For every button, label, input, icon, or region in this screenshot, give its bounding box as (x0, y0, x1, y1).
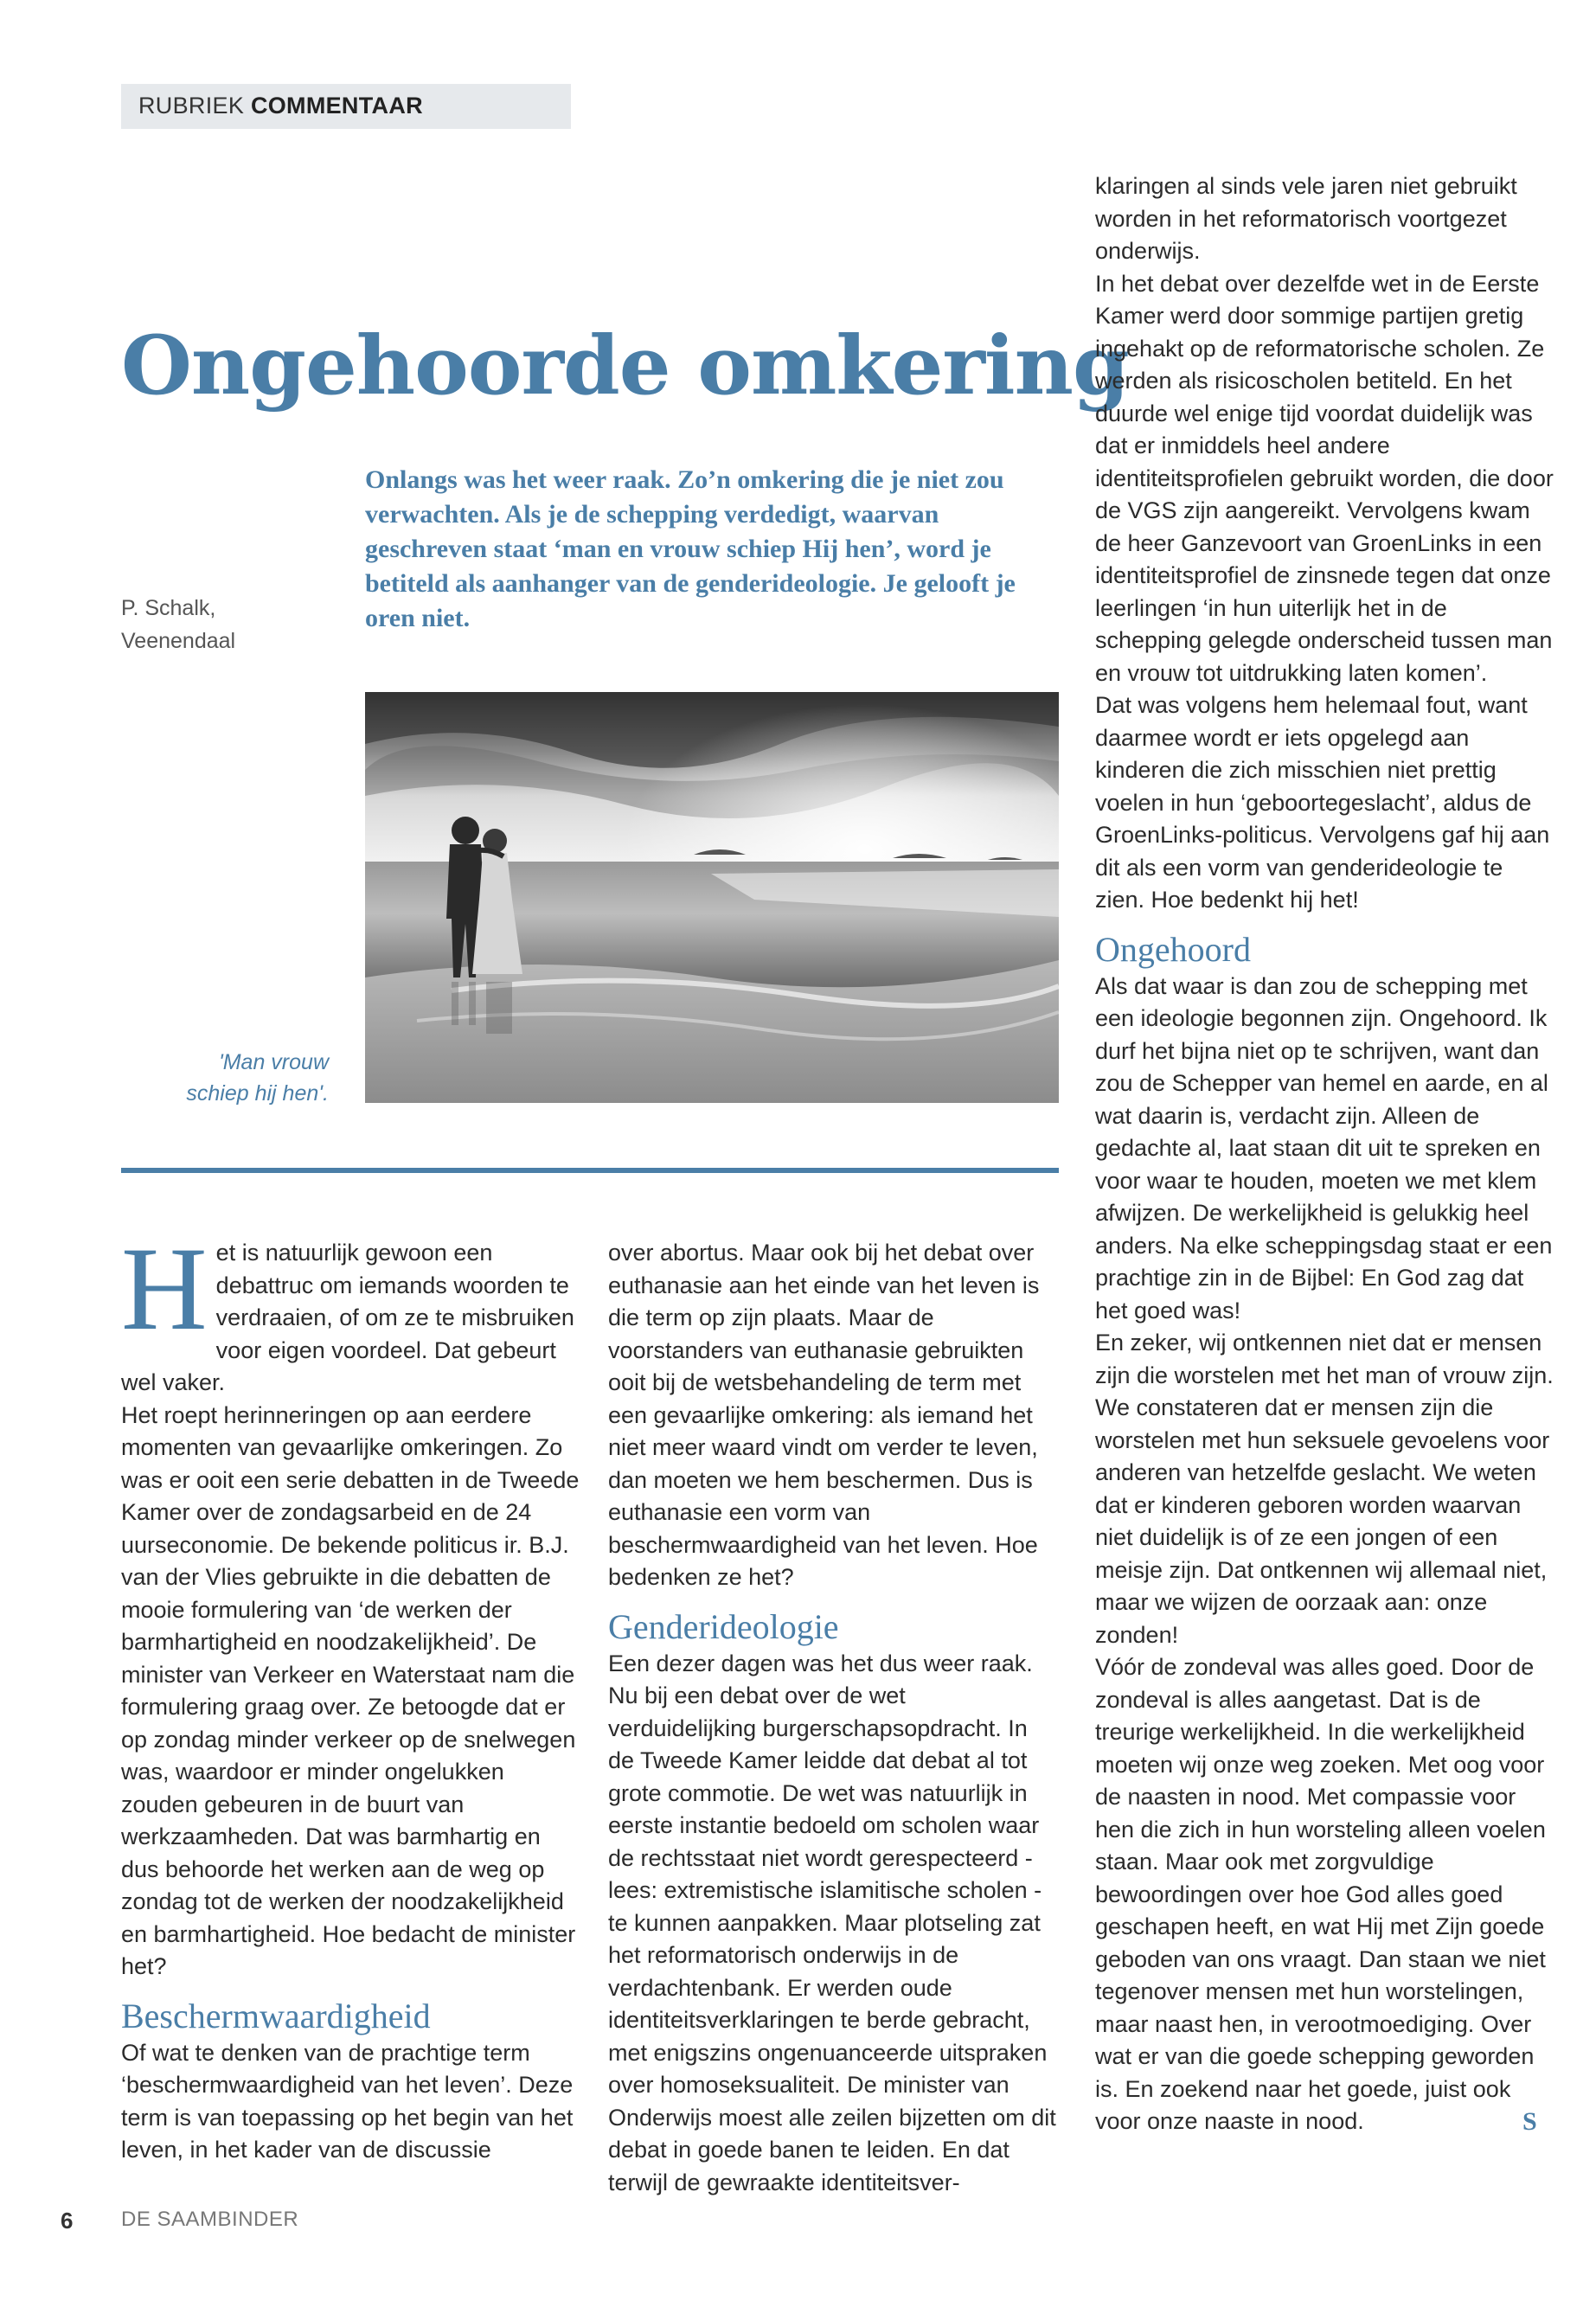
paragraph: Als dat waar is dan zou de schepping met een ideologie begonnen zijn. Ongehoord. Ik durf het bijna niet op te schrijven, want dan zou de Schepper van hemel en aarde, en al wat daarin is, verdacht zijn. Alleen de gedachte al, laat staan dit uit te spreken en voor waar te houden, moeten we met klem afwijzen. De werkelijkheid is gelukkig heel anders. Na elke scheppingsdag staat er een prachtige zin in de Bijbel: En God zag dat het goed was! (1095, 972, 1553, 1324)
paragraph: Of wat te denken van de prachtige term ‘beschermwaardigheid van het leven’. Deze term is van toepassing op het begin van het leven, in het kader van de discussie (121, 2039, 574, 2163)
paragraph: In het debat over dezelfde wet in de Eerste Kamer werd door sommige partijen gretig ingehakt op de reformatorische scholen. Ze werden als risicoscholen betiteld. En het duurde wel enige tijd voordat duidelijk was dat er inmiddels heel andere identiteitsprofielen gebruikt worden, die door de VGS zijn aangereikt. Vervolgens kwam de heer Ganzevoort van GroenLinks in een identiteitsprofiel de zinsnede tegen dat onze leerlingen ‘in hun uiterlijk het in de schepping gelegde onderscheid tussen man en vrouw tot uitdrukking laten komen’. (1095, 270, 1554, 686)
article-column-2 (608, 1237, 1058, 2199)
article-column-1 (121, 1222, 580, 2167)
article-intro: Onlangs was het weer raak. Zo’n omkering die je niet zou verwachten. Als je de schepping verdedigt, waarvan geschreven staat ‘man en vrouw schiep Hij hen’, word je betiteld als aanhanger van de genderideologie. Je gelooft je oren niet. (365, 465, 1016, 632)
paragraph: Dat was volgens hem helemaal fout, want daarmee wordt er iets opgelegd aan kinderen die zich misschien niet prettig voelen in hun ‘geboortegeslacht’, aldus de GroenLinks-politicus. Vervolgens gaf hij aan dit als een vorm van genderideologie te zien. Hoe bedenkt hij het! (1095, 692, 1550, 913)
photo-illustration (365, 692, 1059, 1103)
paragraph: Een dezer dagen was het dus weer raak. Nu bij een debat over de wet verduidelijking burgerschapsopdracht. In de Tweede Kamer leidde dat debat al tot grote commotie. De wet was natuurlijk in eerste instantie bedoeld om scholen waar de rechtsstaat niet wordt gerespecteerd - lees: extremistische islamitische scholen - te kunnen aanpakken. Maar plotseling zat het reformatorisch onderwijs in de verdachtenbank. Er werden oude identiteitsverklaringen te berde gebracht, met enigszins ongenuanceerde uitspraken over homoseksualiteit. De minister van Onderwijs moest alle zeilen bijzetten om dit debat in goede banen te leiden. En dat terwijl de gewraakte identiteitsver- (608, 1650, 1056, 2195)
article-column-3 (1095, 170, 1554, 2138)
rubric-label (121, 84, 571, 129)
rubric-name: COMMENTAAR (250, 93, 423, 119)
paragraph-text: et is natuurlijk gewoon een debattruc om iemands woorden te verdraaien, of om ze te misbruiken voor eigen voordeel. Dat gebeurt wel vaker. (121, 1240, 574, 1395)
drop-cap: H (121, 1222, 208, 1355)
paragraph: over abortus. Maar ook bij het debat over euthanasie aan het einde van het leven is die term op zijn plaats. Maar de voorstanders van euthanasie gebruikten ooit bij de wetsbehandeling de term met een gevaarlijke omkering: als iemand het niet meer waard vindt om verder te leven, dan moeten we hem beschermen. Dus is euthanasie een vorm van beschermwaardigheid van het leven. Hoe bedenken ze het? (608, 1240, 1040, 1590)
beach-couple-photo (365, 692, 1059, 1103)
page-number: 6 (61, 2208, 74, 2234)
paragraph: klaringen al sinds vele jaren niet gebruikt worden in het reformatorisch voortgezet onderwijs. (1095, 173, 1517, 264)
subheading-genderideologie: Genderideologie (608, 1606, 839, 1646)
end-of-article-icon: S (1522, 2107, 1537, 2136)
photo-caption (121, 1047, 329, 1109)
section-divider (121, 1168, 1059, 1173)
rubric-prefix: RUBRIEK (138, 93, 245, 119)
paragraph (121, 1222, 580, 1400)
article-title: Ongehoorde omkering (121, 318, 1129, 413)
paragraph: Het roept herinneringen op aan eerdere momenten van gevaarlijke omkeringen. Zo was er ooit een serie debatten in de Tweede Kamer over de zondagsarbeid en de 24 uurseconomie. De bekende politicus ir. B.J. van der Vlies gebruikte in die debatten de mooie formulering van ‘de werken der barmhartigheid en noodzakelijkheid’. De minister van Verkeer en Waterstaat nam die formulering graag over. Ze betoogde dat er op zondag minder verkeer op de snelwegen was, waardoor er minder ongelukken zouden gebeuren in de buurt van werkzaamheden. Dat was barmhartig en dus behoorde het werken aan de weg op zondag tot de werken der noodzakelijkheid en barmhartigheid. Hoe bedacht de minister het? (121, 1401, 580, 1979)
magazine-name: DE SAAMBINDER (121, 2208, 299, 2231)
paragraph: En zeker, wij ontkennen niet dat er mensen zijn die worstelen met het man of vrouw zijn. We constateren dat er mensen zijn die worstelen met hun seksuele gevoelens voor anderen van hetzelfde geslacht. We weten dat er kinderen geboren worden waarvan niet duidelijk is of ze een jongen of een meisje zijn. Dat ontkennen wij allemaal niet, maar we wijzen de oorzaak aan: onze zonden! (1095, 1330, 1554, 1648)
caption-line-1: 'Man vrouw (218, 1050, 329, 1074)
subheading-ongehoord: Ongehoord (1095, 929, 1251, 969)
paragraph: Vóór de zondeval was alles goed. Door de zondeval is alles aangetast. Dat is de treurige werkelijkheid. In die werkelijkheid moeten wij onze weg zoeken. Met oog voor de naasten in nood. Met compassie voor hen die zich in hun worsteling alleen voelen staan. Maar ook met zorgvuldige bewoordingen over hoe God alles goed geschapen heeft, en wat Hij met Zijn goede geboden van ons vraagt. Dan staan we niet tegenover mensen met hun worstelingen, maar naast hen, in verootmoediging. Over wat er van die goede schepping geworden is. En zoekend naar het goede, juist ook voor onze naaste in nood. (1095, 1654, 1546, 2134)
author-place: Veenendaal (121, 629, 236, 653)
caption-line-2: schiep hij hen'. (186, 1081, 329, 1106)
author-name: P. Schalk, (121, 596, 216, 620)
author-byline (121, 592, 235, 657)
subheading-beschermwaardigheid: Beschermwaardigheid (121, 1996, 431, 2035)
